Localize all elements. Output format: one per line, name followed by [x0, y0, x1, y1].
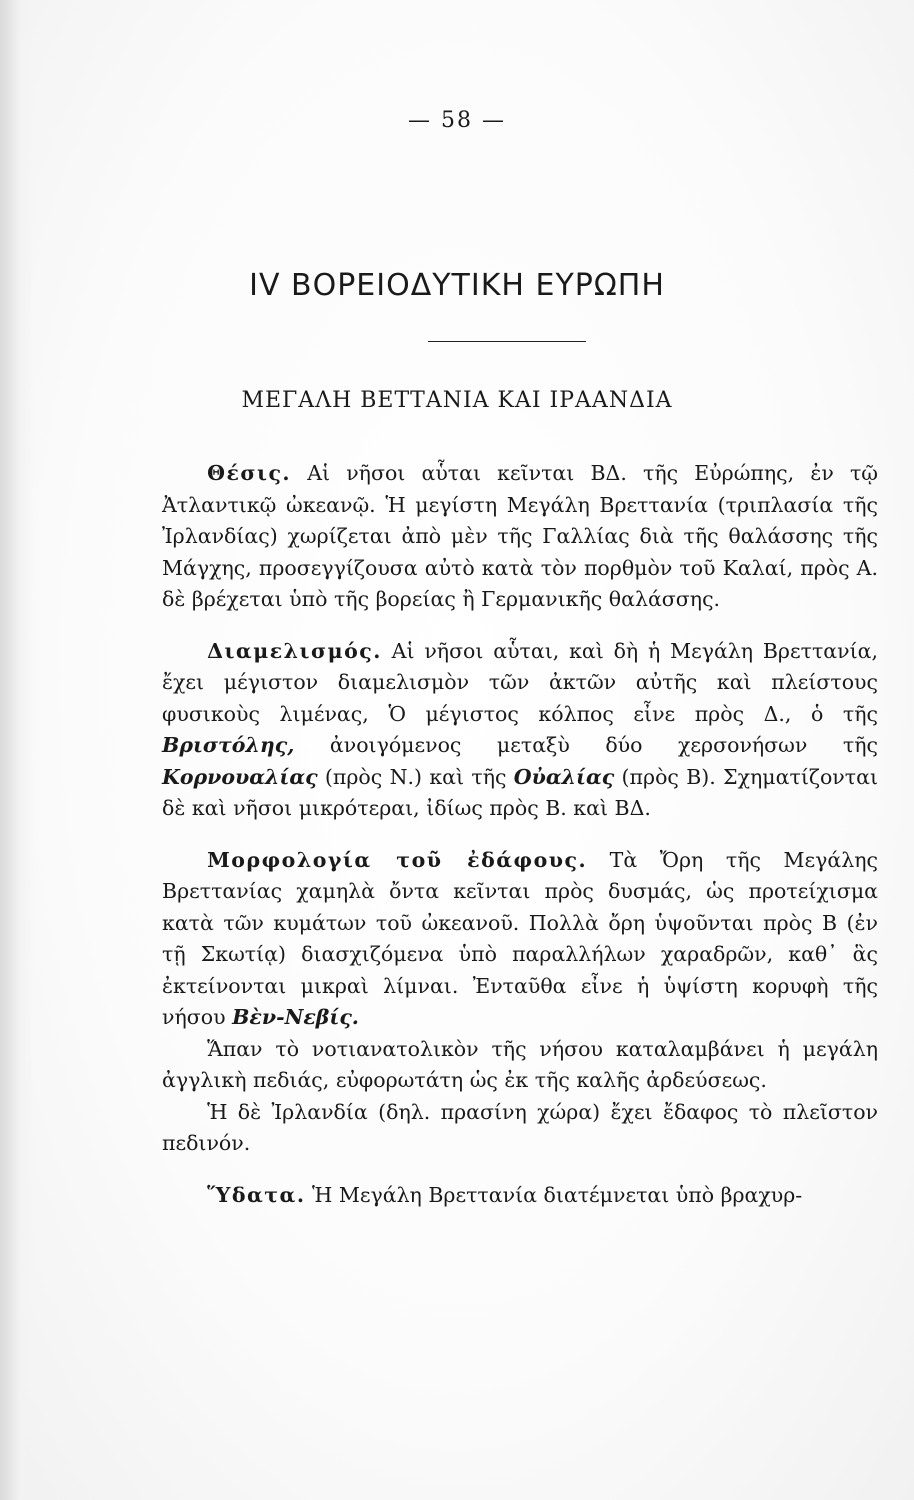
- body-text: [162, 458, 878, 1211]
- paragraph-text: Αἱ νῆσοι αὗται κεῖνται ΒΔ. τῆς Εὐρώπης, ἐν τῷ Ἀτλαντικῷ ὠκεανῷ. Ἡ μεγίστη Μεγάλη Βρεττανία (τριπλασία τῆς Ἰρλανδίας) χωρίζεται ἀπὸ μὲν τῆς Γαλλίας διὰ τῆς θαλάσσης τῆς Μάγχης, προσεγγίζουσα αὐτὸ κατὰ τὸν πορθμὸν τοῦ Καλαί, πρὸς Α. δὲ βρέχεται ὑπὸ τῆς βορείας ἢ Γερμανικῆς θαλάσσης.: [162, 461, 878, 611]
- page-number: — 58 —: [408, 108, 506, 133]
- section-title: ΜΕΓΑΛΗ ΒΕΤΤΑΝΙΑ ΚΑΙ ΙΡΑΑΝΔΙΑ: [241, 388, 673, 413]
- paragraph-heading: Ὕδατα.: [207, 1182, 306, 1207]
- place-name: Οὐαλίας: [513, 764, 615, 789]
- paragraph-text: Ἡ Μεγάλη Βρεττανία διατέμνεται ὑπὸ βραχυρ-: [305, 1182, 803, 1207]
- paragraph-text: (πρὸς Β). Σχηματίζονται δὲ καὶ νῆσοι μικρότεραι, ἰδίως πρὸς Β. καὶ ΒΔ.: [162, 764, 878, 820]
- place-name: Κορνουαλίας: [162, 764, 318, 789]
- paragraph-udata: [162, 1180, 878, 1212]
- paragraph-text: Τὰ Ὄρη τῆς Μεγάλης Βρεττανίας χαμηλὰ ὄντα κεῖνται πρὸς δυσμάς, ὡς προτείχισμα κατὰ τῶν κυμάτων τοῦ ὠκεανοῦ. Πολλὰ ὄρη ὑψοῦνται πρὸς Β (ἐν τῇ Σκωτίᾳ) διασχιζόμενα ὑπὸ παραλλήλων χαραδρῶν, καθ᾽ ἃς ἐκτείνονται μικραὶ λίμναι. Ἐνταῦθα εἶνε ἡ ὑψίστη κορυφὴ τῆς νήσου: [162, 847, 878, 1029]
- paragraph-irlandia: Ἡ δὲ Ἰρλανδία (δηλ. πρασίνη χώρα) ἔχει ἔδαφος τὸ πλεῖστον πεδινόν.: [162, 1099, 878, 1155]
- paragraph-heading: Διαμελισμός.: [207, 638, 382, 663]
- place-name: Βριστόλης,: [162, 733, 295, 757]
- chapter-title: IV ΒΟΡΕΙΟΔΥΤΙΚΗ ΕΥΡΩΠΗ: [249, 268, 665, 303]
- paragraph-morfologia: [162, 845, 878, 1034]
- place-name: Βὲν-Νεβίς.: [232, 1005, 359, 1029]
- title-divider: [428, 341, 586, 342]
- paragraph-pedias: Ἅπαν τὸ νοτιανατολικὸν τῆς νήσου καταλαμβάνει ἡ μεγάλη ἀγγλικὴ πεδιάς, εὐφορωτάτη ὡς ἐκ τῆς καλῆς ἀρδεύσεως.: [162, 1036, 878, 1092]
- paragraph-thesis: [162, 458, 878, 616]
- paragraph-heading: Θέσις.: [207, 461, 292, 485]
- paragraph-heading: Μορφολογία τοῦ ἐδάφους.: [207, 847, 588, 872]
- page-binding-shadow: [0, 0, 34, 1500]
- paragraph-text: ἀνοιγόμενος μεταξὺ δύο χερσονήσων τῆς: [294, 733, 878, 757]
- paragraph-text: Αἱ νῆσοι αὗται, καὶ δὴ ἡ Μεγάλη Βρεττανία, ἔχει μέγιστον διαμελισμὸν τῶν ἀκτῶν αὐτῆς καὶ πλείστους φυσικοὺς λιμένας, Ὁ μέγιστος κόλπος εἶνε πρὸς Δ., ὁ τῆς: [162, 638, 878, 726]
- paragraph-text: (πρὸς Ν.) καὶ τῆς: [317, 764, 514, 789]
- paragraph-diamelismos: [162, 636, 878, 825]
